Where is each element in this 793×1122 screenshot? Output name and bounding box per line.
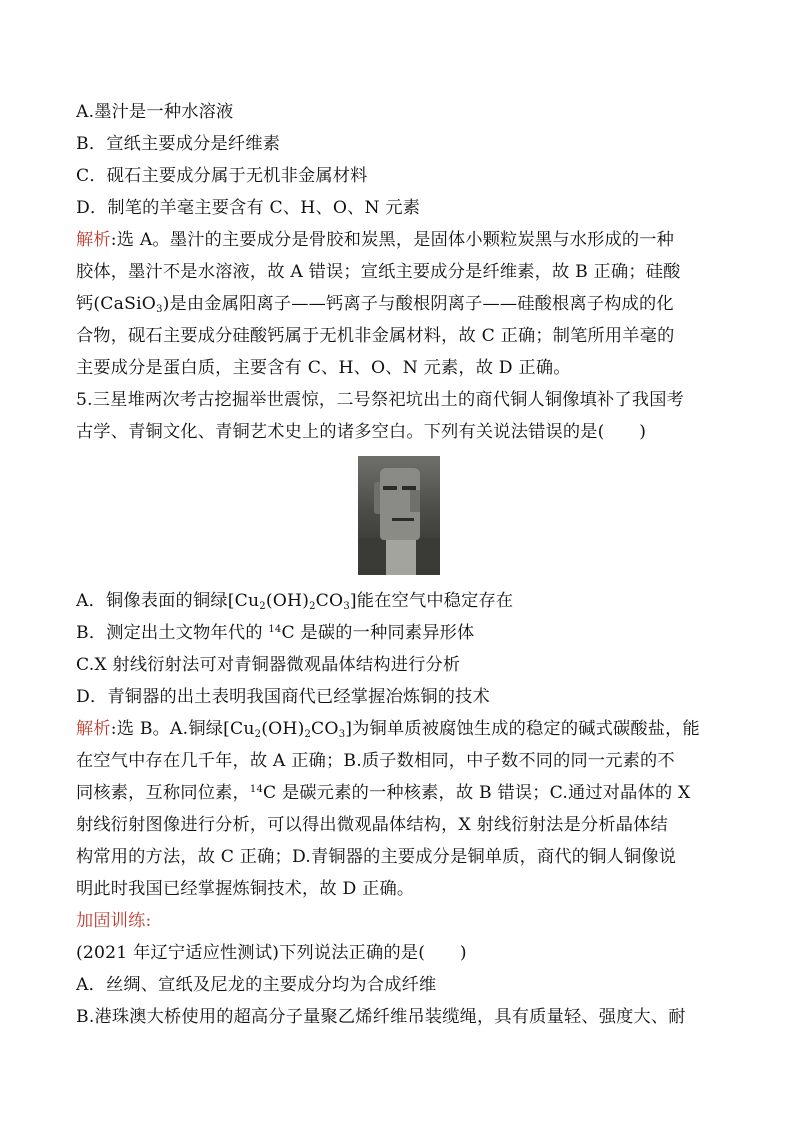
q4-option-b: B．宣纸主要成分是纤维素 <box>76 134 281 154</box>
analysis-1-line-2: 胶体，墨汁不是水溶液，故 A 错误；宣纸主要成分是纤维素，故 B 正确；硅酸 <box>76 262 681 282</box>
analysis-2-line-1: 解析:选 B。A.铜绿$[Cu_2(OH)_2CO_3]$为铜单质被腐蚀生成的稳定的碱式碳酸盐，能 <box>76 719 700 740</box>
bronze-statue-figure <box>76 456 720 577</box>
analysis-2-line-2: 在空气中存在几千年，故 A 正确；B.质子数相同，中子数不同的同一元素的不 <box>76 751 675 771</box>
analysis-1-line-1: 解析:选 A。墨汁的主要成分是骨胶和炭黑，是固体小颗粒炭黑与水形成的一种 <box>76 230 675 250</box>
analysis-2-line-6: 明此时我国已经掌握炼铜技术，故 D 正确。 <box>76 879 415 899</box>
bronze-statue-image <box>358 456 440 575</box>
q4-option-d: D．制笔的羊毫主要含有 C、H、O、N 元素 <box>76 198 421 218</box>
q5-option-b: B．测定出土文物年代的 $^{14}$C 是碳的一种同素异形体 <box>76 623 475 643</box>
q4-option-a: A.墨汁是一种水溶液 <box>76 102 234 122</box>
analysis-1-line-4: 合物，砚石主要成分硅酸钙属于无机非金属材料，故 C 正确；制笔所用羊毫的 <box>76 326 675 346</box>
q4-option-c: C．砚石主要成分属于无机非金属材料 <box>76 166 368 186</box>
reinforcement-heading: 加固训练: <box>76 911 152 931</box>
analysis-2-line-3: 同核素，互称同位素，$^{14}$C 是碳元素的一种核素，故 B 错误；C.通过对晶体的 X <box>76 783 691 803</box>
analysis-label: 解析 <box>76 230 111 250</box>
q5-option-d: D．青铜器的出土表明我国商代已经掌握冶炼铜的技术 <box>76 687 490 707</box>
q5-stem-line-1: 5.三星堆两次考古挖掘举世震惊，二号祭祀坑出土的商代铜人铜像填补了我国考 <box>76 390 684 410</box>
analysis-2-line-5: 构常用的方法，故 C 正确；D.青铜器的主要成分是铜单质，商代的铜人铜像说 <box>76 847 677 867</box>
q5-option-a: A．铜像表面的铜绿$[Cu_2(OH)_2CO_3]$能在空气中稳定存在 <box>76 591 514 612</box>
reinforcement-option-b: B.港珠澳大桥使用的超高分子量聚乙烯纤维吊装缆绳，具有质量轻、强度大、耐 <box>76 1007 686 1027</box>
reinforcement-question-stem: (2021 年辽宁适应性测试)下列说法正确的是( ) <box>76 943 467 963</box>
analysis-label: 解析 <box>76 719 111 739</box>
analysis-1-line-5: 主要成分是蛋白质，主要含有 C、H、O、N 元素，故 D 正确。 <box>76 358 571 378</box>
q5-stem-line-2: 古学、青铜文化、青铜艺术史上的诸多空白。下列有关说法错误的是( ) <box>76 422 647 442</box>
document-page <box>76 96 720 1033</box>
reinforcement-option-a: A．丝绸、宣纸及尼龙的主要成分均为合成纤维 <box>76 975 437 995</box>
analysis-2-line-4: 射线衍射图像进行分析，可以得出微观晶体结构，X 射线衍射法是分析晶体结 <box>76 815 668 835</box>
q5-option-c: C.X 射线衍射法可对青铜器微观晶体结构进行分析 <box>76 655 461 675</box>
analysis-1-line-3: 钙(CaSiO$_3$)是由金属阳离子——钙离子与酸根阴离子——硅酸根离子构成的化 <box>76 294 674 315</box>
